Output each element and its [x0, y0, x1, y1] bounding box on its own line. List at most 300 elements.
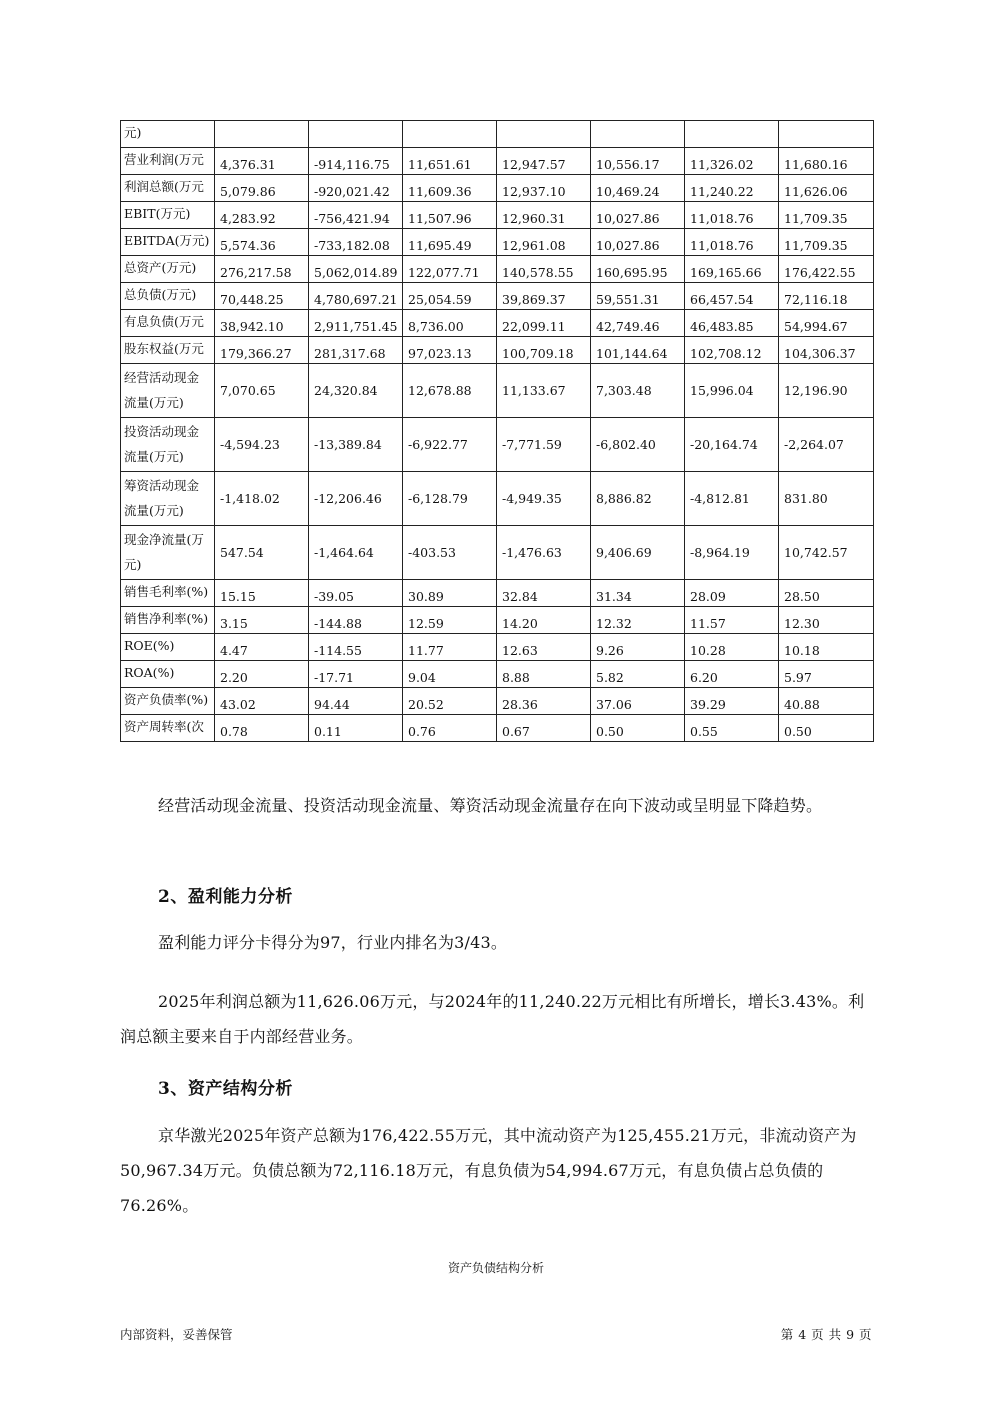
value-cell: [591, 121, 685, 148]
row-label: [124, 176, 214, 201]
value-cell: [215, 715, 309, 742]
cell-value: 24,320.84: [314, 383, 378, 398]
table-row: [121, 634, 874, 661]
row-label-line: 流量(万元): [124, 395, 184, 410]
value-cell: [685, 580, 779, 607]
value-cell: [403, 526, 497, 580]
value-cell: [309, 472, 403, 526]
row-label: [124, 662, 214, 687]
cell-value: -114.55: [314, 643, 362, 658]
cell-value: 43.02: [220, 697, 256, 712]
value-cell: [685, 526, 779, 580]
value-cell: [685, 418, 779, 472]
value-cell: [591, 634, 685, 661]
cell-value: 11,326.02: [690, 157, 754, 172]
cell-value: 12.59: [408, 616, 444, 631]
value-cell: [497, 310, 591, 337]
cell-value: 4.47: [220, 643, 248, 658]
table-row: [121, 580, 874, 607]
value-cell: [309, 418, 403, 472]
cell-value: 46,483.85: [690, 319, 754, 334]
cell-value: 122,077.71: [408, 265, 480, 280]
cell-value: 140,578.55: [502, 265, 574, 280]
value-cell: [591, 526, 685, 580]
value-cell: [497, 607, 591, 634]
value-cell: [215, 202, 309, 229]
cell-value: 7,303.48: [596, 383, 652, 398]
cell-value: 2.20: [220, 670, 248, 685]
value-cell: [779, 634, 874, 661]
value-cell: [309, 229, 403, 256]
cell-value: -4,949.35: [502, 491, 562, 506]
cell-value: 11,709.35: [784, 211, 848, 226]
cell-value: 28.36: [502, 697, 538, 712]
row-label-cell: [121, 661, 215, 688]
table-row: [121, 472, 874, 526]
value-cell: [779, 148, 874, 175]
value-cell: [685, 634, 779, 661]
cell-value: -6,128.79: [408, 491, 468, 506]
cell-value: 11,240.22: [690, 184, 754, 199]
value-cell: [215, 364, 309, 418]
value-cell: [497, 337, 591, 364]
cell-value: 14.20: [502, 616, 538, 631]
row-label-line: 元): [124, 125, 142, 140]
value-cell: [779, 715, 874, 742]
value-cell: [215, 580, 309, 607]
row-label-line: 销售毛利率(%): [124, 584, 209, 599]
cell-value: -1,476.63: [502, 545, 562, 560]
row-label-cell: [121, 229, 215, 256]
value-cell: [591, 418, 685, 472]
row-label: [124, 149, 214, 174]
value-cell: [685, 256, 779, 283]
value-cell: [685, 364, 779, 418]
value-cell: [779, 337, 874, 364]
cell-value: 5.82: [596, 670, 624, 685]
financial-indicators-table: [120, 120, 874, 742]
table-row: [121, 121, 874, 148]
row-label-cell: [121, 283, 215, 310]
cell-value: 0.76: [408, 724, 436, 739]
value-cell: [403, 607, 497, 634]
row-label: [124, 311, 214, 336]
value-cell: [215, 688, 309, 715]
cell-value: 28.50: [784, 589, 820, 604]
cell-value: 3.15: [220, 616, 248, 631]
value-cell: [591, 607, 685, 634]
cell-value: 11,651.61: [408, 157, 472, 172]
value-cell: [403, 121, 497, 148]
value-cell: [403, 310, 497, 337]
cell-value: 11,626.06: [784, 184, 848, 199]
cell-value: -20,164.74: [690, 437, 758, 452]
cell-value: 15.15: [220, 589, 256, 604]
cell-value: 15,996.04: [690, 383, 754, 398]
cell-value: -6,922.77: [408, 437, 468, 452]
cell-value: -920,021.42: [314, 184, 390, 199]
section-heading-profitability: 2、盈利能力分析: [158, 887, 293, 907]
cell-value: 9.04: [408, 670, 436, 685]
value-cell: [309, 634, 403, 661]
cell-value: 39.29: [690, 697, 726, 712]
cell-value: 39,869.37: [502, 292, 566, 307]
cell-value: 12,961.08: [502, 238, 566, 253]
cell-value: 0.67: [502, 724, 530, 739]
row-label: [124, 284, 214, 309]
row-label-line: 股东权益(万元: [124, 341, 204, 356]
value-cell: [497, 661, 591, 688]
cashflow-paragraph: 经营活动现金流量、投资活动现金流量、筹资活动现金流量存在向下波动或呈明显下降趋势。: [158, 796, 823, 815]
value-cell: [403, 229, 497, 256]
value-cell: [685, 283, 779, 310]
table-row: [121, 607, 874, 634]
cell-value: 11,133.67: [502, 383, 566, 398]
value-cell: [779, 607, 874, 634]
table-row: [121, 256, 874, 283]
cell-value: 281,317.68: [314, 346, 386, 361]
value-cell: [215, 283, 309, 310]
row-label-cell: [121, 256, 215, 283]
value-cell: [779, 202, 874, 229]
row-label: [124, 338, 214, 363]
value-cell: [685, 715, 779, 742]
table-row: [121, 148, 874, 175]
value-cell: [779, 418, 874, 472]
cell-value: 59,551.31: [596, 292, 660, 307]
value-cell: [403, 661, 497, 688]
cell-value: 42,749.46: [596, 319, 660, 334]
cell-value: -6,802.40: [596, 437, 656, 452]
value-cell: [403, 175, 497, 202]
row-label: [124, 527, 214, 579]
table-row: [121, 202, 874, 229]
value-cell: [215, 148, 309, 175]
table-row: [121, 526, 874, 580]
value-cell: [591, 256, 685, 283]
cell-value: 72,116.18: [784, 292, 848, 307]
row-label-cell: [121, 310, 215, 337]
cell-value: 37.06: [596, 697, 632, 712]
cell-value: -403.53: [408, 545, 456, 560]
profit-total-paragraph: 2025年利润总额为11,626.06万元，与2024年的11,240.22万元相比有所增长，增长3.43%。利润总额主要来自于内部经营业务。: [120, 992, 865, 1046]
value-cell: [403, 688, 497, 715]
row-label-cell: [121, 202, 215, 229]
table-body: [121, 121, 874, 742]
cell-value: 4,283.92: [220, 211, 276, 226]
cell-value: -144.88: [314, 616, 362, 631]
value-cell: [215, 229, 309, 256]
row-label-cell: [121, 580, 215, 607]
cell-value: 38,942.10: [220, 319, 284, 334]
row-label-cell: [121, 364, 215, 418]
value-cell: [403, 148, 497, 175]
value-cell: [497, 715, 591, 742]
value-cell: [215, 310, 309, 337]
value-cell: [497, 688, 591, 715]
cell-value: 8,736.00: [408, 319, 464, 334]
cell-value: [596, 130, 684, 147]
value-cell: [403, 715, 497, 742]
cell-value: 11.57: [690, 616, 726, 631]
value-cell: [685, 175, 779, 202]
cell-value: 4,780,697.21: [314, 292, 398, 307]
row-label: [124, 635, 214, 660]
cell-value: 54,994.67: [784, 319, 848, 334]
cell-value: -914,116.75: [314, 157, 390, 172]
cell-value: 12,937.10: [502, 184, 566, 199]
value-cell: [215, 661, 309, 688]
value-cell: [497, 364, 591, 418]
value-cell: [309, 607, 403, 634]
row-label-cell: [121, 148, 215, 175]
cell-value: [314, 130, 402, 147]
cell-value: 11,609.36: [408, 184, 472, 199]
row-label: [124, 608, 214, 633]
value-cell: [685, 661, 779, 688]
value-cell: [497, 229, 591, 256]
cell-value: 10,027.86: [596, 238, 660, 253]
value-cell: [591, 364, 685, 418]
value-cell: [309, 175, 403, 202]
cell-value: 20.52: [408, 697, 444, 712]
row-label-line: ROA(%): [124, 665, 175, 680]
cell-value: 10.28: [690, 643, 726, 658]
row-label-cell: [121, 121, 215, 148]
cell-value: -1,418.02: [220, 491, 280, 506]
cell-value: 5,062,014.89: [314, 265, 398, 280]
value-cell: [591, 337, 685, 364]
row-label-line: 营业利润(万元: [124, 152, 204, 167]
value-cell: [685, 472, 779, 526]
value-cell: [403, 364, 497, 418]
cell-value: 10,469.24: [596, 184, 660, 199]
row-label-line: 有息负债(万元: [124, 314, 204, 329]
cell-value: 160,695.95: [596, 265, 668, 280]
cell-value: 12,960.31: [502, 211, 566, 226]
value-cell: [215, 607, 309, 634]
cell-value: 7,070.65: [220, 383, 276, 398]
cell-value: 11,018.76: [690, 238, 754, 253]
value-cell: [779, 229, 874, 256]
table-row: [121, 364, 874, 418]
value-cell: [685, 337, 779, 364]
cell-value: 11,507.96: [408, 211, 472, 226]
value-cell: [497, 175, 591, 202]
value-cell: [309, 337, 403, 364]
cell-value: 12,678.88: [408, 383, 472, 398]
cell-value: 8.88: [502, 670, 530, 685]
value-cell: [403, 202, 497, 229]
cell-value: 547.54: [220, 545, 264, 560]
value-cell: [685, 202, 779, 229]
value-cell: [309, 202, 403, 229]
value-cell: [403, 256, 497, 283]
table-row: [121, 661, 874, 688]
cell-value: 2,911,751.45: [314, 319, 398, 334]
table-row: [121, 175, 874, 202]
value-cell: [779, 526, 874, 580]
figure-caption: 资产负债结构分析: [447, 1261, 544, 1275]
cell-value: [220, 130, 308, 147]
value-cell: [497, 634, 591, 661]
value-cell: [309, 526, 403, 580]
value-cell: [403, 580, 497, 607]
cell-value: 94.44: [314, 697, 350, 712]
cell-value: [408, 130, 496, 147]
row-label: [124, 473, 214, 525]
value-cell: [215, 526, 309, 580]
value-cell: [591, 202, 685, 229]
row-label-line: 总负债(万元): [124, 287, 197, 302]
row-label-cell: [121, 688, 215, 715]
value-cell: [497, 418, 591, 472]
value-cell: [497, 148, 591, 175]
value-cell: [779, 472, 874, 526]
row-label: [124, 122, 214, 147]
value-cell: [685, 229, 779, 256]
cell-value: -2,264.07: [784, 437, 844, 452]
table-row: [121, 715, 874, 742]
footer-page-number: 第 4 页 共 9 页: [780, 1327, 872, 1342]
cell-value: 9.26: [596, 643, 624, 658]
table-row: [121, 310, 874, 337]
value-cell: [309, 310, 403, 337]
value-cell: [779, 580, 874, 607]
cell-value: -13,389.84: [314, 437, 382, 452]
value-cell: [215, 634, 309, 661]
table-row: [121, 688, 874, 715]
cell-value: 10,742.57: [784, 545, 848, 560]
row-label-cell: [121, 472, 215, 526]
cell-value: [502, 130, 590, 147]
cell-value: 70,448.25: [220, 292, 284, 307]
cell-value: 5.97: [784, 670, 812, 685]
value-cell: [309, 121, 403, 148]
cell-value: 22,099.11: [502, 319, 566, 334]
cell-value: 276,217.58: [220, 265, 292, 280]
value-cell: [497, 580, 591, 607]
value-cell: [215, 472, 309, 526]
value-cell: [591, 148, 685, 175]
cell-value: 12,196.90: [784, 383, 848, 398]
row-label-line: 元): [124, 557, 142, 572]
value-cell: [591, 715, 685, 742]
cell-value: 97,023.13: [408, 346, 472, 361]
cell-value: [784, 130, 873, 147]
cell-value: 40.88: [784, 697, 820, 712]
cell-value: 30.89: [408, 589, 444, 604]
row-label-cell: [121, 418, 215, 472]
value-cell: [215, 418, 309, 472]
row-label-cell: [121, 337, 215, 364]
row-label-line: 现金净流量(万: [124, 532, 204, 547]
cell-value: 10,027.86: [596, 211, 660, 226]
value-cell: [497, 121, 591, 148]
value-cell: [497, 256, 591, 283]
value-cell: [685, 688, 779, 715]
value-cell: [779, 661, 874, 688]
cell-value: 28.09: [690, 589, 726, 604]
table-row: [121, 418, 874, 472]
cell-value: 0.50: [596, 724, 624, 739]
cell-value: -733,182.08: [314, 238, 390, 253]
cell-value: -17.71: [314, 670, 355, 685]
value-cell: [309, 688, 403, 715]
profit-score-paragraph: 盈利能力评分卡得分为97，行业内排名为3/43。: [158, 933, 508, 952]
row-label-line: 总资产(万元): [124, 260, 197, 275]
cell-value: 0.11: [314, 724, 342, 739]
cell-value: 831.80: [784, 491, 828, 506]
cell-value: 11,695.49: [408, 238, 472, 253]
cell-value: 11,680.16: [784, 157, 848, 172]
value-cell: [591, 310, 685, 337]
cell-value: 11,709.35: [784, 238, 848, 253]
value-cell: [591, 661, 685, 688]
value-cell: [591, 688, 685, 715]
cell-value: 12.32: [596, 616, 632, 631]
cell-value: 179,366.27: [220, 346, 292, 361]
row-label-line: 销售净利率(%): [124, 611, 209, 626]
value-cell: [685, 310, 779, 337]
value-cell: [403, 418, 497, 472]
value-cell: [309, 256, 403, 283]
value-cell: [779, 310, 874, 337]
value-cell: [309, 364, 403, 418]
value-cell: [779, 256, 874, 283]
value-cell: [591, 175, 685, 202]
table-row: [121, 283, 874, 310]
cell-value: -756,421.94: [314, 211, 390, 226]
cell-value: 32.84: [502, 589, 538, 604]
row-label: [124, 581, 214, 606]
cell-value: -39.05: [314, 589, 355, 604]
row-label-line: 利润总额(万元: [124, 179, 204, 194]
value-cell: [497, 472, 591, 526]
value-cell: [403, 472, 497, 526]
value-cell: [403, 634, 497, 661]
cell-value: 176,422.55: [784, 265, 856, 280]
value-cell: [403, 337, 497, 364]
value-cell: [309, 283, 403, 310]
asset-structure-paragraph: 京华激光2025年资产总额为176,422.55万元，其中流动资产为125,455.21万元，非流动资产为50,967.34万元。负债总额为72,116.18万元，有息负债为54,994.67万元，有息负债占总负债的76.26%。: [120, 1126, 857, 1215]
value-cell: [685, 121, 779, 148]
row-label-cell: [121, 526, 215, 580]
cell-value: 5,079.86: [220, 184, 276, 199]
value-cell: [403, 283, 497, 310]
row-label-line: 流量(万元): [124, 503, 184, 518]
table-row: [121, 337, 874, 364]
section-heading-asset-structure: 3、资产结构分析: [158, 1079, 293, 1099]
cell-value: -1,464.64: [314, 545, 374, 560]
value-cell: [779, 175, 874, 202]
row-label: [124, 689, 214, 714]
cell-value: 5,574.36: [220, 238, 276, 253]
cell-value: 101,144.64: [596, 346, 668, 361]
value-cell: [215, 337, 309, 364]
row-label: [124, 257, 214, 282]
cell-value: -12,206.46: [314, 491, 382, 506]
cell-value: 31.34: [596, 589, 632, 604]
cell-value: 10,556.17: [596, 157, 660, 172]
value-cell: [497, 526, 591, 580]
row-label-line: 资产负债率(%): [124, 692, 209, 707]
row-label: [124, 716, 214, 741]
cell-value: 8,886.82: [596, 491, 652, 506]
value-cell: [685, 607, 779, 634]
cell-value: 102,708.12: [690, 346, 762, 361]
value-cell: [215, 175, 309, 202]
